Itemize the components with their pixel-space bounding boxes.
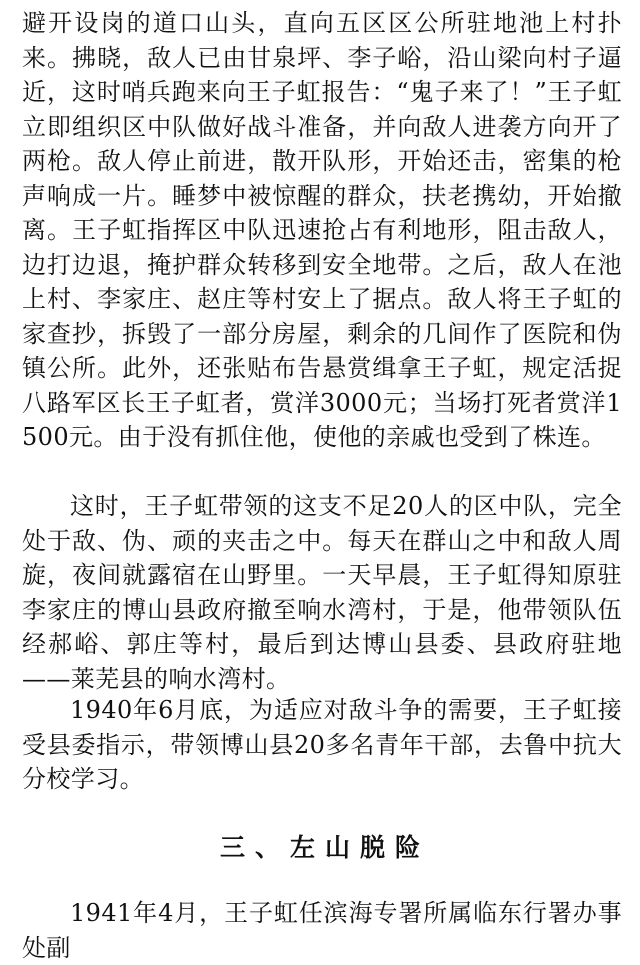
paragraph: 这时，王子虹带领的这支不足20人的区中队，完全处于敌、伪、顽的夹击之中。每天在群山之中和敌人周旋，夜间就露宿在山野里。一天早晨，王子虹得知原驻李家庄的博山县政府撤至响水湾村，于是，他带领队伍经郝峪、郭庄等村，最后到达博山县委、县政府驻地——莱芜县的响水湾村。 — [22, 492, 622, 693]
paragraph: 1940年6月底，为适应对敌斗争的需要，王子虹接受县委指示，带领博山县20多名青年干部，去鲁中抗大分校学习。 — [22, 696, 622, 793]
paragraph-continued: 避开设岗的道口山头，直向五区区公所驻地池上村扑来。拂晓，敌人已由甘泉坪、李子峪，沿山梁向村子逼近，这时哨兵跑来向王子虹报告：“鬼子来了！”王子虹立即组织区中队做好战斗准备，并向敌人进袭方向开了两枪。敌人停止前进，散开队形，开始还击，密集的枪声响成一片。睡梦中被惊醒的群众，扶老携幼，开始撤离。王子虹指挥区中队迅速抢占有利地形，阻击敌人，边打边退，掩护群众转移到安全地带。之后，敌人在池上村、李家庄、赵庄等村安上了据点。敌人将王子虹的家查抄，拆毁了一部分房屋，剩余的几间作了医院和伪镇公所。此外，还张贴布告悬赏缉拿王子虹，规定活捉八路军区长王子虹者，赏洋3000元；当场打死者赏洋1500元。由于没有抓住他，使他的亲戚也受到了株连。 — [22, 9, 622, 451]
paragraph: 1941年4月，王子虹任滨海专署所属临东行署办事处副 — [22, 899, 622, 962]
section-heading: 三、左山脱险 — [219, 833, 430, 862]
